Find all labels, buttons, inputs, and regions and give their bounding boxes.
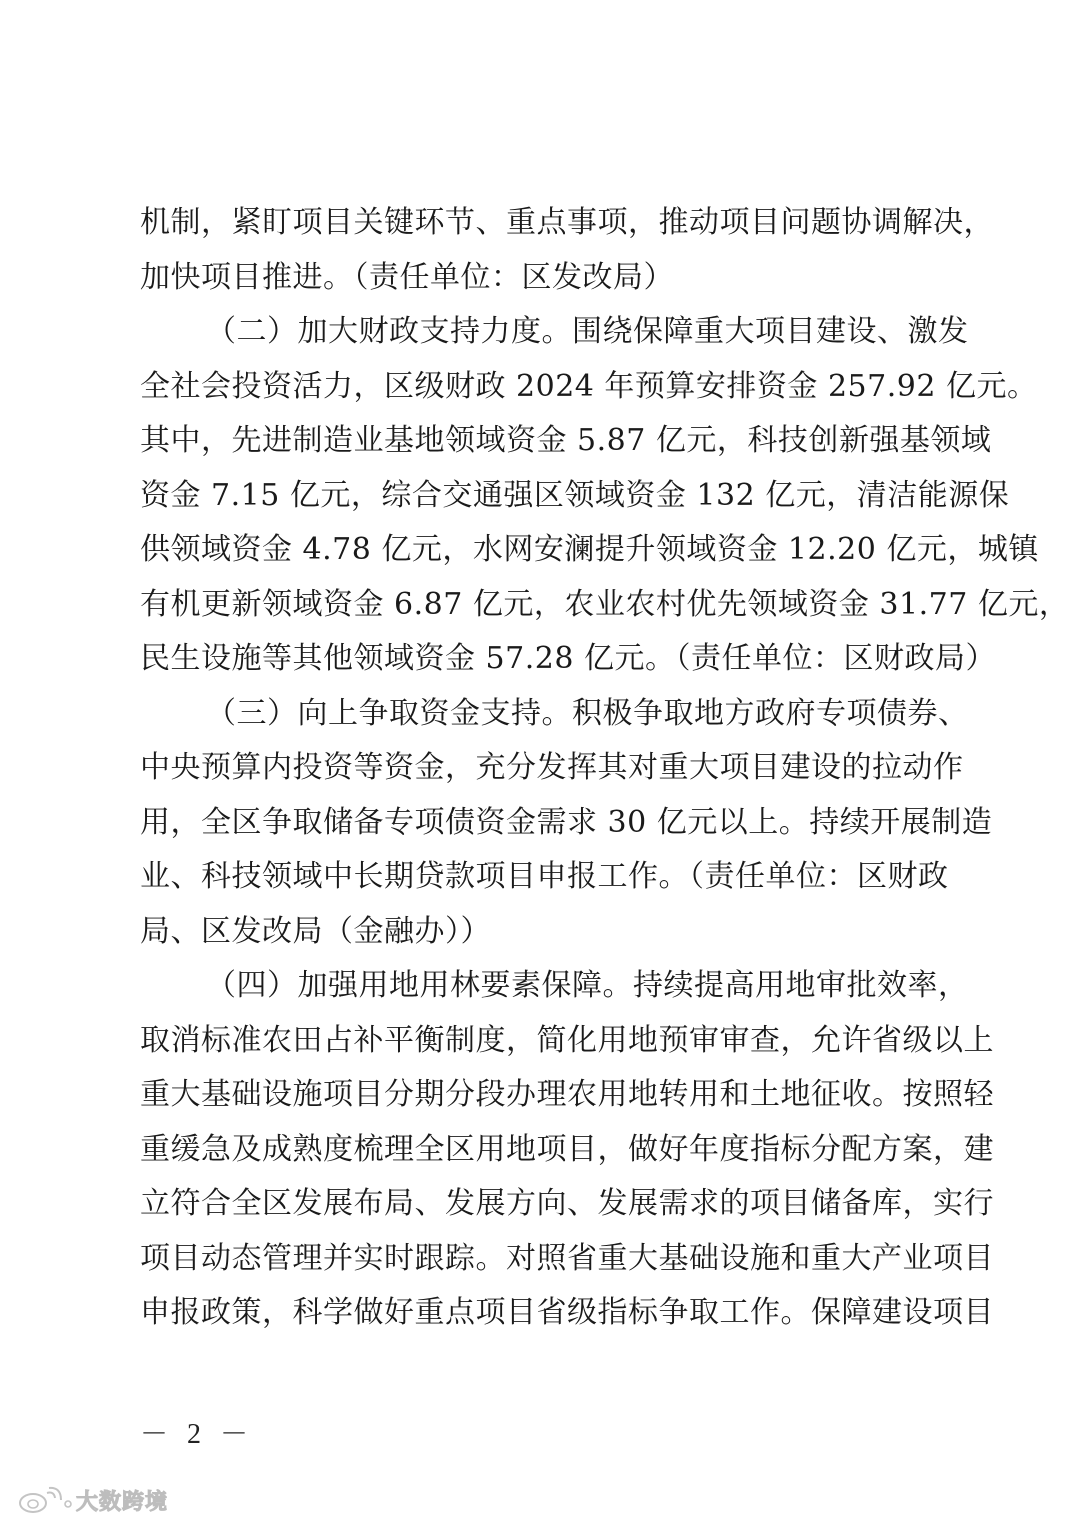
text-line-4: 全社会投资活力，区级财政 2024 年预算安排资金 257.92 亿元。 xyxy=(140,368,1038,404)
text-line-14: 局、区发改局（金融办）） xyxy=(140,913,491,949)
text-line-20: 项目动态管理并实时跟踪。对照省重大基础设施和重大产业项目 xyxy=(140,1240,994,1276)
watermark-text: 大数跨境 xyxy=(76,1489,169,1515)
weibo-style-logo-icon xyxy=(16,1485,72,1515)
text-line-19: 立符合全区发展布局、发展方向、发展需求的项目储备库，实行 xyxy=(140,1186,994,1221)
text-line-5: 其中，先进制造业基地领域资金 5.87 亿元，科技创新强基领域 xyxy=(140,423,992,458)
text-line-8: 有机更新领域资金 6.87 亿元，农业农村优先领域资金 31.77 亿元， xyxy=(140,586,1070,622)
text-line-21: 申报政策，科学做好重点项目省级指标争取工作。保障建设项目 xyxy=(140,1295,994,1330)
text-line-12: 用，全区争取储备专项债资金需求 30 亿元以上。持续开展制造 xyxy=(140,804,993,840)
text-line-10: （三）向上争取资金支持。积极争取地方政府专项债券、 xyxy=(206,695,969,731)
text-line-2: 加快项目推进。（责任单位：区发改局） xyxy=(140,259,674,295)
text-line-15: （四）加强用地用林要素保障。持续提高用地审批效率， xyxy=(206,968,969,1003)
text-line-13: 业、科技领域中长期贷款项目申报工作。（责任单位：区财政 xyxy=(140,859,949,894)
text-line-16: 取消标准农田占补平衡制度，简化用地预审审查，允许省级以上 xyxy=(140,1022,994,1058)
page-number: － 2 － xyxy=(140,1419,255,1450)
text-line-9: 民生设施等其他领域资金 57.28 亿元。（责任单位：区财政局） xyxy=(140,641,996,676)
text-line-3: （二）加大财政支持力度。围绕保障重大项目建设、激发 xyxy=(206,314,969,349)
body-text xyxy=(140,196,1070,1341)
text-line-1: 机制，紧盯项目关键环节、重点事项，推动项目问题协调解决， xyxy=(140,205,994,240)
text-line-18: 重缓急及成熟度梳理全区用地项目，做好年度指标分配方案，建 xyxy=(140,1131,994,1167)
text-line-7: 供领域资金 4.78 亿元，水网安澜提升领域资金 12.20 亿元，城镇 xyxy=(140,532,1039,567)
text-line-6: 资金 7.15 亿元，综合交通强区领域资金 132 亿元，清洁能源保 xyxy=(140,477,1010,513)
text-line-11: 中央预算内投资等资金，充分发挥其对重大项目建设的拉动作 xyxy=(140,750,964,785)
text-line-17: 重大基础设施项目分期分段办理农用地转用和土地征收。按照轻 xyxy=(140,1077,994,1112)
watermark xyxy=(16,1482,168,1518)
